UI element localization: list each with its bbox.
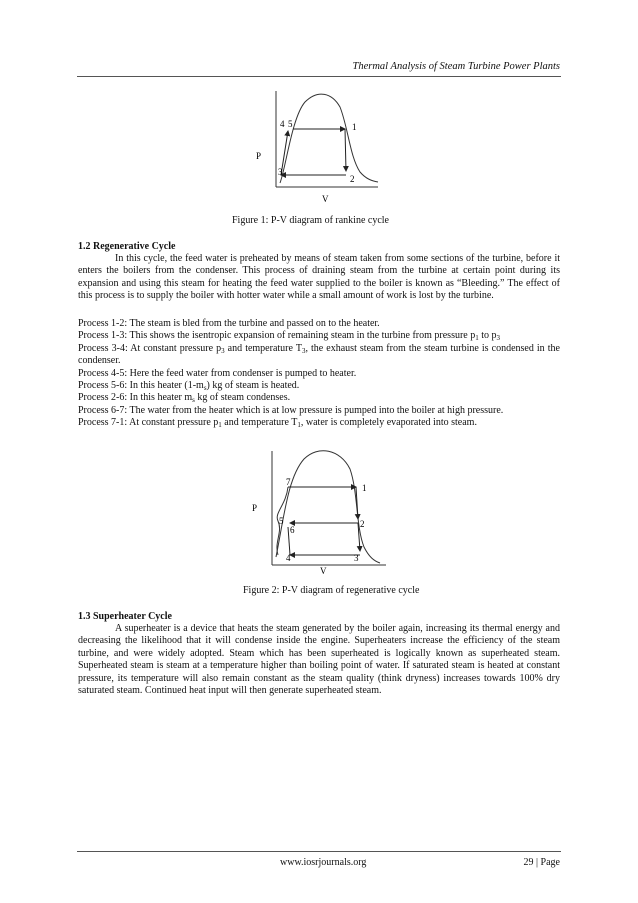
fig2-label-2: 2 bbox=[360, 519, 365, 529]
fig1-label-5: 5 bbox=[288, 119, 293, 129]
fig1-saturation-dome bbox=[280, 94, 378, 183]
figure-2-caption: Figure 2: P-V diagram of regenerative cycle bbox=[243, 585, 420, 596]
fig1-label-1: 1 bbox=[352, 122, 357, 132]
fig2-axis-p: P bbox=[252, 503, 258, 513]
process-4-5: Process 4-5: Here the feed water from condenser is pumped to heater. bbox=[78, 367, 357, 379]
process-1-2: Process 1-2: The steam is bled from the turbine and passed on to the heater. bbox=[78, 318, 380, 329]
figure-2-regenerative-pv-diagram bbox=[248, 447, 390, 575]
footer-page-number: 29 | Page bbox=[523, 857, 560, 868]
fig1-axis-v: V bbox=[322, 194, 329, 204]
footer-rule bbox=[77, 851, 561, 852]
fig2-label-1: 1 bbox=[362, 483, 367, 493]
fig2-label-3: 3 bbox=[354, 553, 359, 563]
process-1-3: Process 1-3: This shows the isentropic expansion of remaining steam in the turbine from pressure $p_1$ to $p_3$ bbox=[78, 330, 501, 343]
fig2-label-7: 7 bbox=[286, 477, 291, 487]
fig2-label-4: 4 bbox=[286, 553, 291, 563]
fig2-saturation-dome bbox=[276, 451, 380, 563]
footer-website: www.iosrjournals.org bbox=[280, 857, 367, 868]
process-3-4: Process 3-4: At constant pressure $p_3$ and temperature $T_3$, the exhaust steam from the steam turbine is condensed in the condenser. bbox=[78, 342, 560, 367]
fig1-axis-p: P bbox=[256, 151, 262, 161]
section-heading-regenerative: 1.2 Regenerative Cycle bbox=[78, 241, 176, 252]
process-list bbox=[78, 318, 560, 430]
fig2-label-6: 6 bbox=[290, 525, 295, 535]
figure-1-caption: Figure 1: P-V diagram of rankine cycle bbox=[232, 215, 389, 226]
header-rule bbox=[77, 76, 561, 77]
fig2-axis-v: V bbox=[320, 566, 327, 575]
fig1-path-1-2 bbox=[345, 129, 346, 171]
fig1-label-2: 2 bbox=[350, 174, 355, 184]
process-5-6: Process 5-6: In this heater $(1-m_s)$ kg of steam is heated. bbox=[78, 380, 300, 393]
fig1-label-4: 4 bbox=[280, 119, 285, 129]
section-heading-superheater: 1.3 Superheater Cycle bbox=[78, 611, 172, 622]
regenerative-paragraph: In this cycle, the feed water is preheated by means of steam taken from some sections of the turbine, before it enters the boilers from the condenser. This process of draining steam from the turbine at certain point during its expansion and using this steam for heating the feed water supplied to the boiler is known as “Bleeding.” The effect of this process is to supply the boiler with hotter water while a small amount of work is lost by the turbine. bbox=[78, 253, 560, 302]
figure-1-rankine-pv-diagram bbox=[250, 87, 385, 212]
process-7-1: Process 7-1: At constant pressure $p_1$ and temperature $T_1$, water is completely evaporated into steam. bbox=[78, 417, 477, 430]
fig1-label-3: 3 bbox=[278, 167, 283, 177]
process-6-7: Process 6-7: The water from the heater which is at low pressure is pumped into the boiler at high pressure. bbox=[78, 404, 504, 416]
fig2-label-5: 5 bbox=[279, 516, 284, 526]
running-header: Thermal Analysis of Steam Turbine Power Plants bbox=[352, 61, 560, 72]
superheater-paragraph: A superheater is a device that heats the steam generated by the boiler again, increasing its thermal energy and decreasing the likelihood that it will condense inside the engine. Superheaters increase the efficiency of the steam turbine, and were widely adopted. Steam which has been superheated is logically known as superheated steam. Superheated steam is steam at a temperature higher than boiling point of water. If saturated steam is heated at constant pressure, its temperature will also remain constant as the steam quality (think dryness) increases towards 100% dry saturated steam. Continued heat input will then generate superheated steam. bbox=[78, 623, 560, 697]
process-2-6: Process 2-6: In this heater $m_s$ kg of steam condenses. bbox=[78, 392, 291, 405]
